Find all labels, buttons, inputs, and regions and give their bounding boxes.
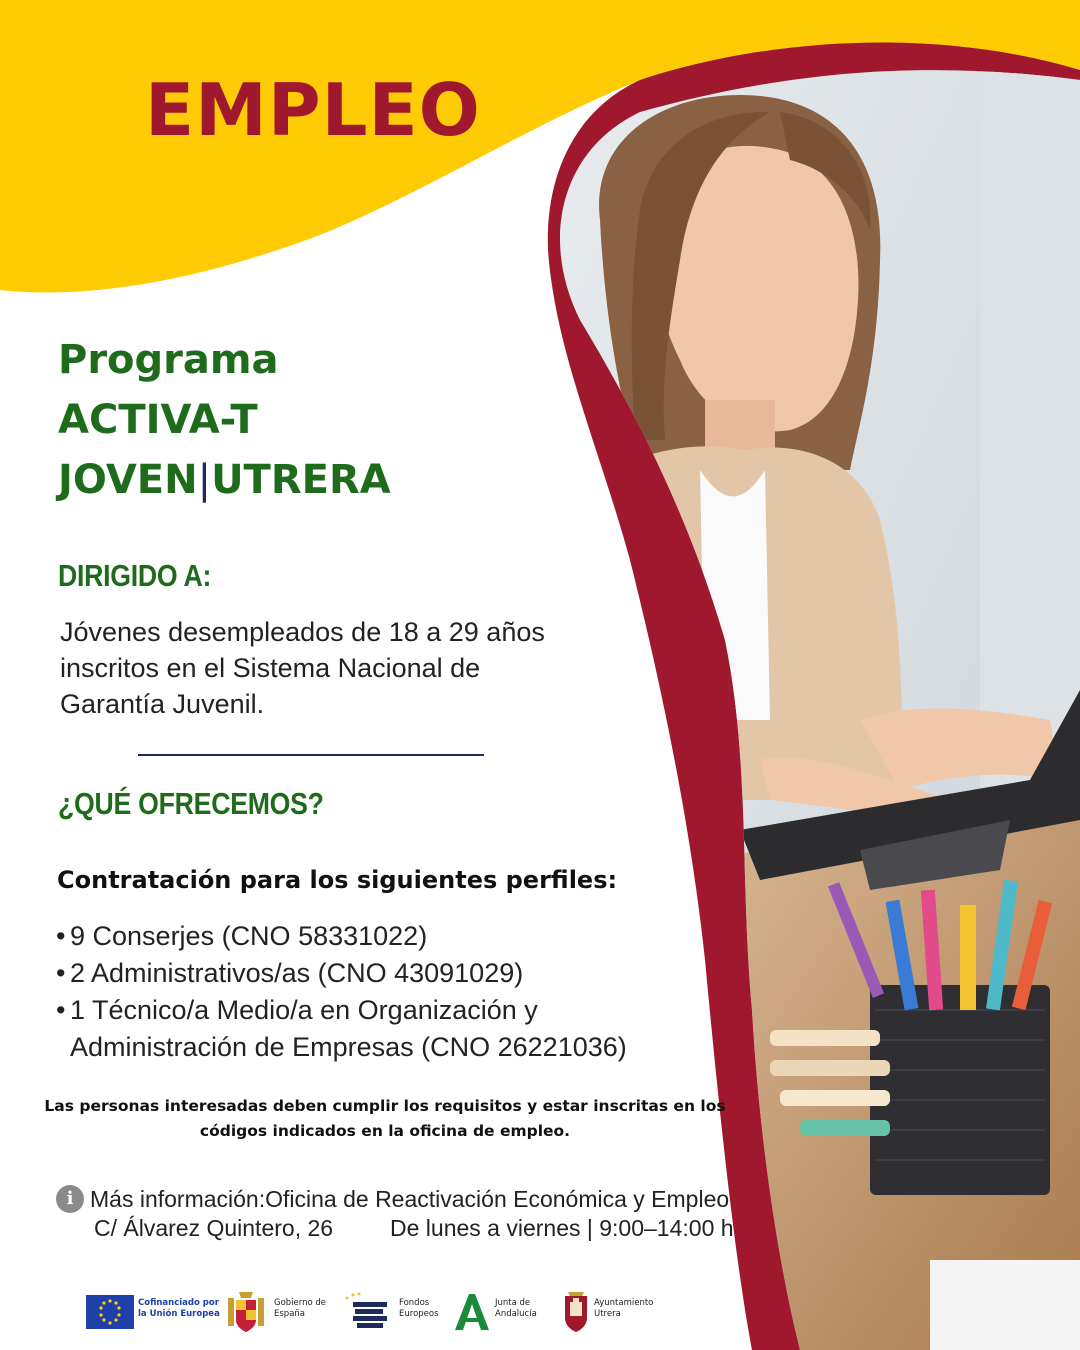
logo-label: Cofinanciado por la Unión Europea — [138, 1298, 220, 1319]
program-line-2: ACTIVA-T — [58, 397, 258, 443]
logo-label: Gobierno de España — [274, 1298, 327, 1319]
profiles-lead: Contratación para los siguientes perfiles: — [57, 866, 618, 894]
program-line-3 — [58, 450, 391, 510]
logo-utrera — [561, 1288, 671, 1336]
fondos-europeos-icon — [341, 1292, 389, 1332]
program-separator: | — [197, 457, 212, 503]
profile-item: • 2 Administrativos/as (CNO 43091029) — [56, 955, 690, 992]
office-address: C/ Álvarez Quintero, 26 — [94, 1215, 334, 1241]
program-line-1: Programa — [58, 337, 279, 383]
junta-andalucia-icon — [451, 1292, 491, 1332]
dirigido-text: Jóvenes desempleados de 18 a 29 años inscritos en el Sistema Nacional de Garantía Juvenil. — [60, 617, 545, 719]
woman-laptop-photo — [520, 40, 1080, 1350]
spain-coat-of-arms-icon — [226, 1290, 266, 1334]
logo-gobierno — [226, 1288, 336, 1336]
section-divider — [138, 754, 484, 756]
info-icon: i — [56, 1185, 84, 1213]
ofrecemos-title: ¿QUÉ OFRECEMOS? — [58, 786, 324, 821]
logo-junta — [451, 1288, 551, 1336]
office-schedule: De lunes a viernes | 9:00–14:00 h — [390, 1215, 734, 1241]
info-text: Más información:Oficina de Reactivación Económica y Empleo — [90, 1186, 730, 1212]
logo-label: Ayuntamiento Utrera — [594, 1298, 654, 1319]
program-title — [58, 330, 391, 510]
dirigido-title: DIRIGIDO A: — [58, 558, 212, 593]
logo-eu — [86, 1288, 226, 1336]
program-utrera: UTRERA — [211, 457, 391, 503]
headline-empleo: EMPLEO — [145, 68, 481, 152]
profile-item: • 9 Conserjes (CNO 58331022) — [56, 918, 690, 955]
profile-item: • 1 Técnico/a Medio/a en Organización y Administración de Empresas (CNO 26221036) — [56, 992, 650, 1066]
profiles-list — [56, 918, 690, 1066]
logo-label: Fondos Europeos — [399, 1298, 439, 1319]
requirements-notice: Las personas interesadas deben cumplir los requisitos y estar inscritas en los códigos indicados en la oficina de empleo. — [44, 1097, 726, 1140]
logo-fondos — [341, 1288, 451, 1336]
utrera-crest-icon — [561, 1290, 591, 1334]
logo-label: Junta de Andalucía — [495, 1298, 537, 1319]
eu-flag-icon — [86, 1295, 134, 1329]
program-joven: JOVEN — [58, 457, 198, 503]
